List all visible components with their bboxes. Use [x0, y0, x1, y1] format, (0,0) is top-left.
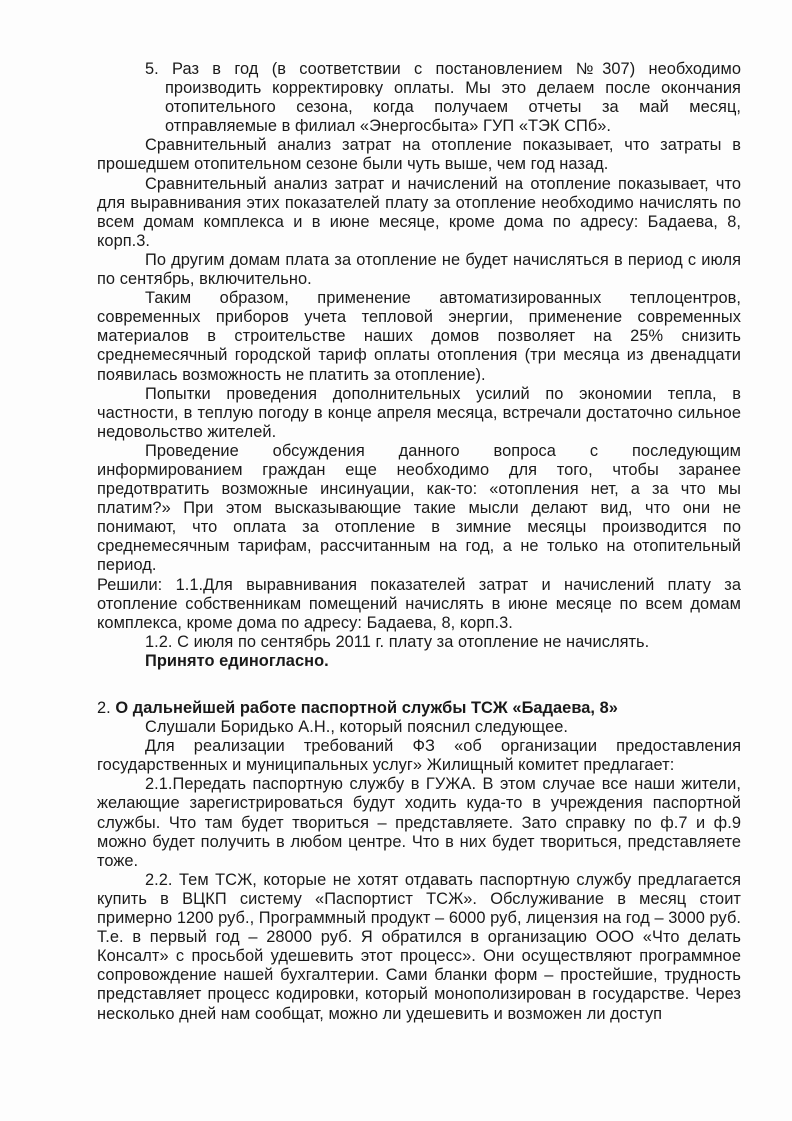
resolution: Решили: 1.1.Для выравнивания показателей затрат и начислений плату за отопление собственникам помещений начислять в июне месяце по всем домам комплекса, кроме дома по адресу: Бадаева, 8, корп.3. — [97, 575, 741, 632]
paragraph: 2.1.Передать паспортную службу в ГУЖА. В этом случае все наши жители, желающие зарегистрироваться будут ходить куда-то в учреждения паспортной службы. Что там будет твориться – представляете. Зато справку по ф.7 и ф.9 можно будет получить в любом центре. Что в них будет твориться, представляете тоже. — [97, 775, 741, 870]
paragraph: 2.2. Тем ТСЖ, которые не хотят отдавать паспортную службу предлагается купить в ВЦКП систему «Паспортист ТСЖ». Обслуживание в месяц стоит примерно 1200 руб., Программный продукт – 6000 руб, лицензия на год – 3000 руб. Т.е. в первый год – 28000 руб. Я обратился в организацию ООО «Что делать Консалт» с просьбой удешевить этот процесс». Они осуществляют программное сопровождение нашей бухгалтерии. Сами бланки форм – простейшие, трудность представляет процесс кодировки, который монополизирован в государстве. Через несколько дней нам сообщат, можно ли удешевить и возможен ли доступ — [97, 870, 741, 1023]
accepted-statement: Принято единогласно. — [145, 651, 329, 670]
spacer — [97, 671, 741, 699]
document-body — [97, 60, 741, 1024]
paragraph: Сравнительный анализ затрат и начислений на отопление показывает, что для выравнивания этих показателей плату за отопление необходимо начислять по всем домам комплекса и в июне месяце, кроме дома по адресу: Бадаева, 8, корп.3. — [97, 174, 741, 250]
paragraph: Попытки проведения дополнительных усилий по экономии тепла, в частности, в теплую погоду в конце апреля месяца, встречали достаточно сильное недовольство жителей. — [97, 384, 741, 441]
paragraph: По другим домам плата за отопление не будет начисляться в период с июля по сентябрь, включительно. — [97, 250, 741, 289]
list-item-5: 5. Раз в год (в соответствии с постановлением №307) необходимо производить корректировку оплаты. Мы это делаем после окончания отопительного сезона, когда получаем отчеты за май месяц, отправляемые в филиал «Энергосбыта» ГУП «ТЭК СПб». — [145, 60, 741, 136]
resolution-item: 1.2. С июля по сентябрь 2011 г. плату за отопление не начислять. — [145, 632, 650, 651]
section-title: О дальнейшей работе паспортной службы ТСЖ «Бадаева, 8» — [115, 699, 618, 717]
paragraph: Для реализации требований ФЗ «об организации предоставления государственных и муниципальных услуг» Жилищный комитет предлагает: — [97, 737, 741, 775]
paragraph: Проведение обсуждения данного вопроса с последующим информированием граждан еще необходимо для того, чтобы заранее предотвратить возможные инсинуации, как-то: «отопления нет, а за что мы платим?» При этом высказывающие такие мысли делают вид, что они не понимают, что оплата за отопление в зимние месяцы производится по среднемесячным тарифам, рассчитанным на год, а не только на отопительный период. — [97, 441, 741, 575]
section-number: 2. — [97, 699, 111, 717]
paragraph: Слушали Боридько А.Н., который пояснил следующее. — [145, 718, 569, 737]
paragraph: Сравнительный анализ затрат на отопление показывает, что затраты в прошедшем отопительном сезоне были чуть выше, чем год назад. — [97, 136, 741, 174]
paragraph: Таким образом, применение автоматизированных теплоцентров, современных приборов учета тепловой энергии, применение современных материалов в строительстве наших домов позволяет на 25% снизить среднемесячный городской тариф оплаты отопления (три месяца из двенадцати появилась возможность не платить за отопление). — [97, 289, 741, 384]
section-heading — [97, 699, 741, 718]
